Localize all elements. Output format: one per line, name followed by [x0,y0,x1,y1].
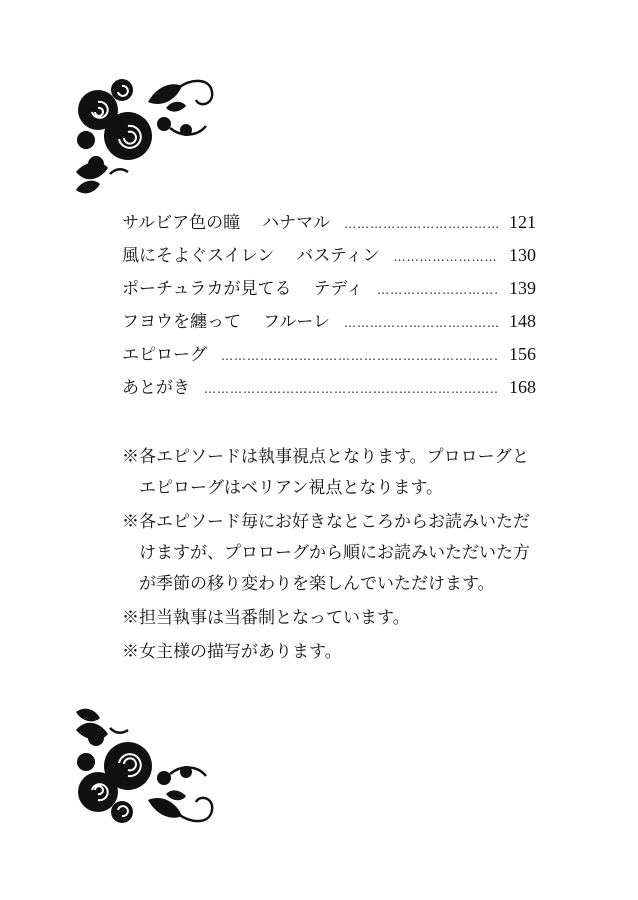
toc-entry[interactable] [122,340,536,373]
toc-entry-page: 130 [509,245,536,265]
note-item: ※女主様の描写があります。 [122,642,342,662]
note-item: ※各エピソード毎にお好きなところからお読みいただけますが、プロローグから順にお読みいただいた方が季節の移り変わりを楽しんでいただけます。 [122,512,530,594]
toc-leader-dots [377,283,499,297]
toc-entry-page: 148 [509,311,536,331]
toc-leader-dots [344,217,499,231]
toc-entry-page: 121 [509,212,536,232]
toc-entry[interactable] [122,241,536,274]
toc-entry-author: バスティン [296,246,380,266]
toc-entry-page: 139 [509,278,536,298]
toc-entry-title: サルビア色の瞳 [122,213,241,233]
toc-entry-author: フルーレ [263,312,330,332]
toc-entry-title: ポーチュラカが見てる [122,279,292,299]
toc-entry-page: 168 [509,377,536,397]
table-of-contents [122,208,536,406]
rose-ornament-bottom-icon [66,700,226,830]
toc-entry-author: ハナマル [262,213,331,233]
toc-entry[interactable] [122,373,536,406]
toc-entry[interactable] [122,274,536,307]
toc-leader-dots [344,316,499,330]
toc-entry[interactable] [122,208,536,241]
toc-entry-title: エピローグ [122,345,207,365]
note-item: ※各エピソードは執事視点となります。プロローグとエピローグはベリアン視点となります。 [122,447,529,498]
toc-leader-dots [221,349,499,363]
notes-section [122,442,542,671]
note-item: ※担当執事は当番制となっています。 [122,608,410,628]
toc-entry-author: テディ [313,279,364,299]
rose-ornament-top-icon [66,72,226,202]
toc-entry-title: 風にそよぐスイレン [122,246,275,266]
toc-entry-page: 156 [509,344,536,364]
toc-entry-title: あとがき [122,378,190,398]
toc-entry[interactable] [122,307,536,340]
toc-leader-dots [204,382,499,396]
toc-entry-title: フヨウを纏って [122,312,241,332]
toc-leader-dots [394,250,499,264]
